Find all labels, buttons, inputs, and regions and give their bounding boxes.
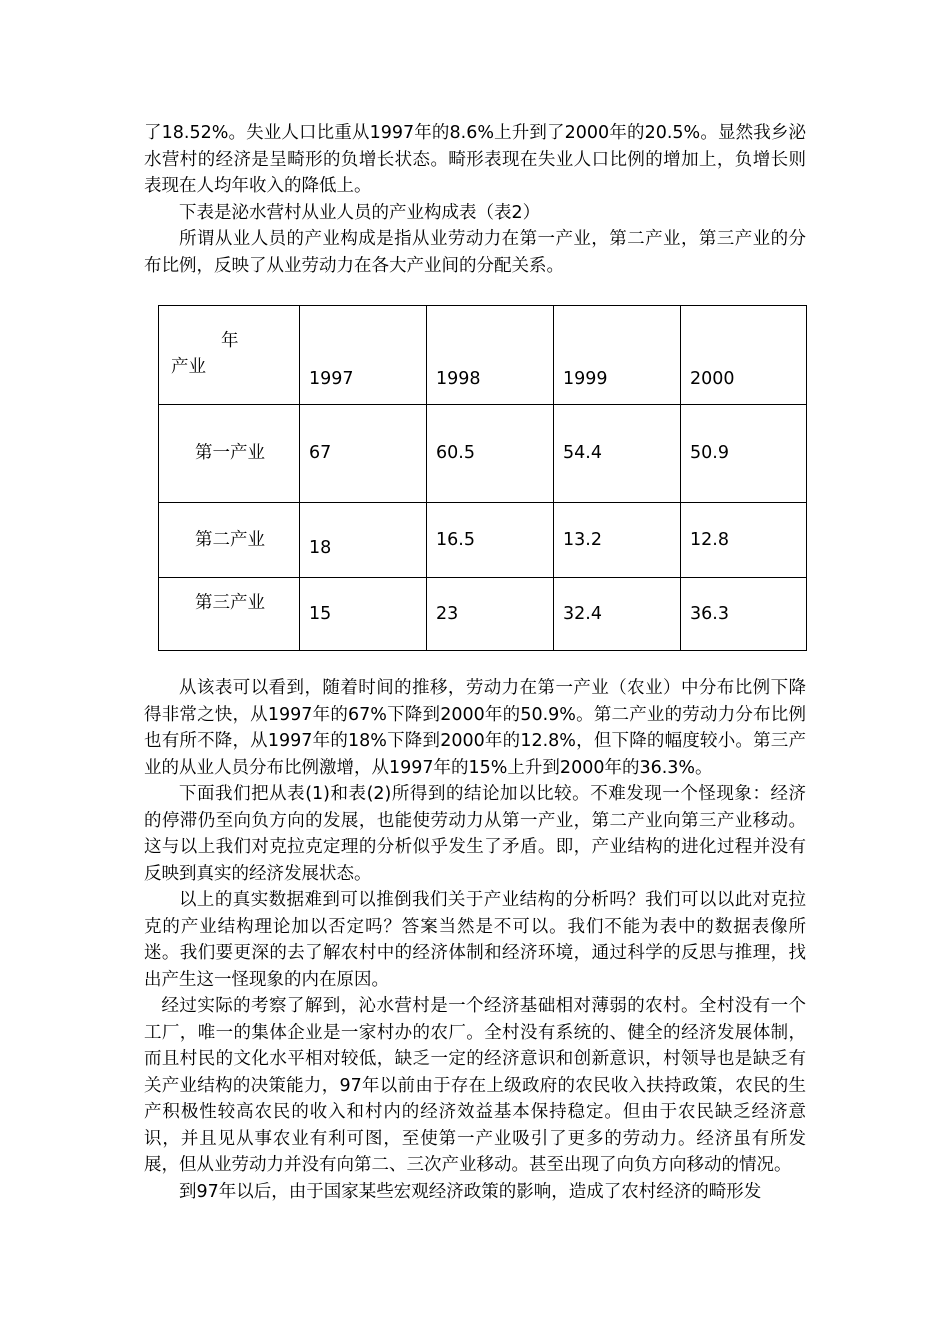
year-header-1999: 1999 — [554, 306, 681, 405]
table-cell: 50.9 — [681, 405, 807, 503]
corner-year-label: 年 — [221, 331, 239, 351]
row-label-primary: 第一产业 — [159, 405, 300, 503]
paragraph-definition: 所谓从业人员的产业构成是指从业劳动力在第一产业，第二产业，第三产业的分布比例，反映了从业劳动力在各大产业间的分配关系。 — [144, 229, 806, 276]
table-cell: 23 — [427, 578, 554, 651]
paragraph-after-1997: 到97年以后，由于国家某些宏观经济政策的影响，造成了农村经济的畸形发 — [179, 1181, 762, 1202]
table-row-secondary — [159, 503, 807, 578]
row-label-secondary: 第二产业 — [159, 503, 300, 578]
paragraph-investigation: 经过实际的考察了解到，沁水营村是一个经济基础相对薄弱的农村。全村没有一个工厂，唯一的集体企业是一家村办的农厂。全村没有系统的、健全的经济发展体制，而且村民的文化水平相对较低，缺乏一定的经济意识和创新意识，村领导也是缺乏有关产业结构的决策能力，97年以前由于存在上级政府的农民收入扶持政策，农民的生产积极性较高农民的收入和村内的经济效益基本保持稳定。但由于农民缺乏经济意识，并且见从事农业有利可图，至使第一产业吸引了更多的劳动力。经济虽有所发展，但从业劳动力并没有向第二、三次产业移动。甚至出现了向负方向移动的情况。 — [144, 996, 806, 1175]
table-row-tertiary — [159, 578, 807, 651]
table-cell: 13.2 — [554, 503, 681, 578]
paragraph-question: 以上的真实数据难到可以推倒我们关于产业结构的分析吗？我们可以以此对克拉克的产业结构理论加以否定吗？答案当然是不可以。我们不能为表中的数据表像所迷。我们要更深的去了解农村中的经济体制和经济环境，通过科学的反思与推理，找出产生这一怪现象的内在原因。 — [144, 890, 806, 990]
paragraph-intro: 了18.52%。失业人口比重从1997年的8.6%上升到了2000年的20.5%。显然我乡泌水营村的经济是呈畸形的负增长状态。畸形表现在失业人口比例的增加上，负增长则表现在人均年收入的降低上。 — [144, 123, 806, 196]
corner-industry-label: 产业 — [171, 357, 206, 377]
table-corner-cell — [159, 306, 300, 405]
paragraph-comparison: 下面我们把从表(1)和表(2)所得到的结论加以比较。不难发现一个怪现象：经济的停滞仍至向负方向的发展，也能使劳动力从第一产业，第二产业向第三产业移动。这与以上我们对克拉克定理的分析似乎发生了矛盾。即，产业结构的进化过程并没有反映到真实的经济发展状态。 — [144, 784, 806, 884]
table-cell: 36.3 — [681, 578, 807, 651]
table-cell: 18 — [300, 503, 427, 578]
table-cell: 15 — [300, 578, 427, 651]
table-header-row — [159, 306, 807, 405]
paragraph-table-analysis: 从该表可以看到，随着时间的推移，劳动力在第一产业（农业）中分布比例下降得非常之快，从1997年的67%下降到2000年的50.9%。第二产业的劳动力分布比例也有所不降，从1997年的18%下降到2000年的12.8%，但下降的幅度较小。第三产业的从业人员分布比例激增，从1997年的15%上升到2000年的36.3%。 — [144, 678, 806, 778]
table-row-primary — [159, 405, 807, 503]
table-cell: 67 — [300, 405, 427, 503]
table-cell: 54.4 — [554, 405, 681, 503]
industry-structure-table-wrapper — [158, 305, 806, 651]
year-header-2000: 2000 — [681, 306, 807, 405]
industry-structure-table — [158, 305, 807, 651]
paragraph-table-caption: 下表是泌水营村从业人员的产业构成表（表2） — [179, 202, 541, 223]
table-cell: 32.4 — [554, 578, 681, 651]
year-header-1998: 1998 — [427, 306, 554, 405]
table-cell: 16.5 — [427, 503, 554, 578]
table-cell: 12.8 — [681, 503, 807, 578]
year-header-1997: 1997 — [300, 306, 427, 405]
table-cell: 60.5 — [427, 405, 554, 503]
row-label-tertiary: 第三产业 — [159, 578, 300, 651]
document-page — [144, 120, 806, 1205]
